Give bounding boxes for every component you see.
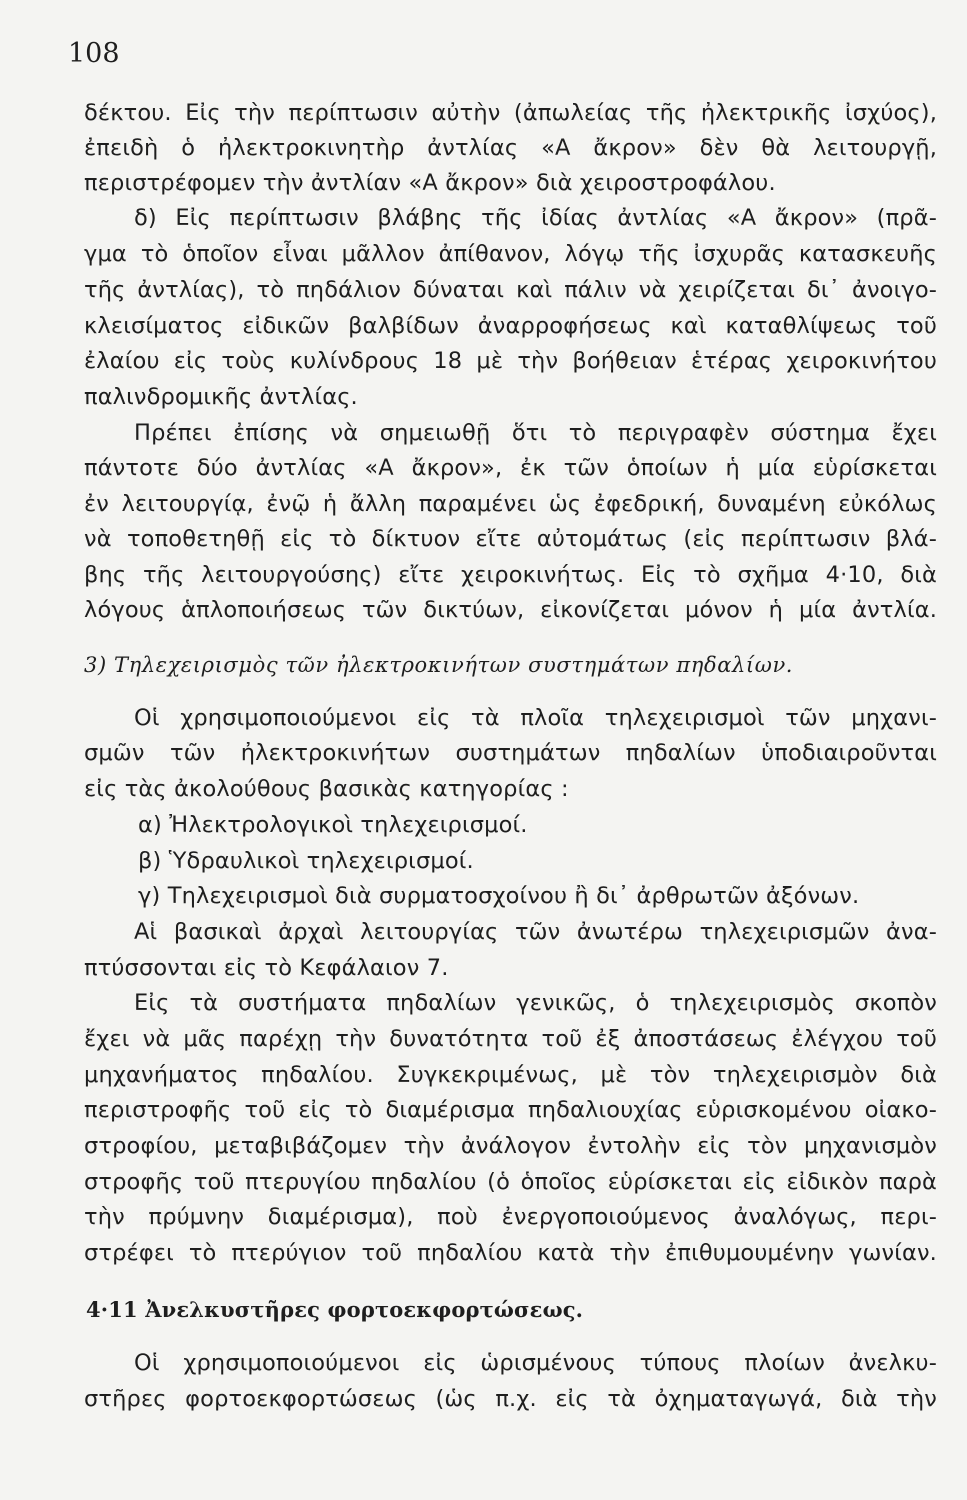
text-line: κλεισίματος εἰδικῶν βαλβίδων ἀναρροφήσεως καὶ καταθλίψεως τοῦ xyxy=(84,313,937,339)
text-line: εἰς τὰς ἀκολούθους βασικὰς κατηγορίας : xyxy=(84,776,569,802)
text-line: ἔχει νὰ μᾶς παρέχῃ τὴν δυνατότητα τοῦ ἐξ ἀποστάσεως ἐλέγχου τοῦ xyxy=(84,1026,937,1052)
text-line: νὰ τοποθετηθῇ εἰς τὸ δίκτυον εἴτε αὐτομάτως (εἰς περίπτωσιν βλά- xyxy=(84,526,937,552)
text-line: περιστρέφομεν τὴν ἀντλίαν «Α ἄκρον» διὰ χειροστροφάλου. xyxy=(84,170,776,196)
subsection-heading: 3) Τηλεχειρισμὸς τῶν ἠλεκτροκινήτων συστημάτων πηδαλίων. xyxy=(84,653,794,677)
list-item: γ) Τηλεχειρισμοὶ διὰ συρματοσχοίνου ἢ δι᾿ ἀρθρωτῶν ἀξόνων. xyxy=(138,883,860,909)
text-line: ἐλαίου εἰς τοὺς κυλίνδρους 18 μὲ τὴν βοήθειαν ἑτέρας χειροκινήτου xyxy=(84,348,937,374)
text-line: βης τῆς λειτουργούσης) εἴτε χειροκινήτως. Εἰς τὸ σχῆμα 4·10, διὰ xyxy=(84,562,937,588)
text-line: μηχανήματος πηδαλίου. Συγκεκριμένως, μὲ τὸν τηλεχειρισμὸν διὰ xyxy=(84,1062,937,1088)
text-line: πτύσσονται εἰς τὸ Κεφάλαιον 7. xyxy=(84,955,449,981)
text-line: στρέφει τὸ πτερύγιον τοῦ πηδαλίου κατὰ τὴν ἐπιθυμουμένην γωνίαν. xyxy=(84,1240,937,1266)
list-item: α) Ἠλεκτρολογικοὶ τηλεχειρισμοί. xyxy=(138,812,528,838)
text-line: Οἱ χρησιμοποιούμενοι εἰς τὰ πλοῖα τηλεχειρισμοὶ τῶν μηχανι- xyxy=(134,705,937,731)
text-line: τὴν πρύμνην διαμέρισμα), ποὺ ἐνεργοποιούμενος ἀναλόγως, περι- xyxy=(84,1204,937,1230)
text-line: περιστροφῆς τοῦ εἰς τὸ διαμέρισμα πηδαλιουχίας εὑρισκομένου οἰακο- xyxy=(84,1097,937,1123)
text-line: τῆς ἀντλίας), τὸ πηδάλιον δύναται καὶ πάλιν νὰ χειρίζεται δι᾿ ἀνοιγο- xyxy=(84,277,937,303)
text-line: δέκτου. Εἰς τὴν περίπτωσιν αὐτὴν (ἀπωλείας τῆς ἠλεκτρικῆς ἰσχύος), xyxy=(84,100,937,126)
text-line: Οἱ χρησιμοποιούμενοι εἰς ὡρισμένους τύπους πλοίων ἀνελκυ- xyxy=(134,1350,937,1376)
text-line: στροφῆς τοῦ πτερυγίου πηδαλίου (ὁ ὁποῖος εὑρίσκεται εἰς εἰδικὸν παρὰ xyxy=(84,1169,937,1195)
section-heading: 4·11 Ἀνελκυστῆρες φορτοεκφορτώσεως. xyxy=(86,1297,584,1322)
text-line: στῆρες φορτοεκφορτώσεως (ὡς π.χ. εἰς τὰ ὀχηματαγωγά, διὰ τὴν xyxy=(84,1386,937,1412)
text-line: στροφίου, μεταβιβάζομεν τὴν ἀνάλογον ἐντολὴν εἰς τὸν μηχανισμὸν xyxy=(84,1133,937,1159)
text-line: σμῶν τῶν ἠλεκτροκινήτων συστημάτων πηδαλίων ὑποδιαιροῦνται xyxy=(84,740,937,766)
text-line: λόγους ἁπλοποιήσεως τῶν δικτύων, εἰκονίζεται μόνον ἡ μία ἀντλία. xyxy=(84,597,937,623)
text-line: Εἰς τὰ συστήματα πηδαλίων γενικῶς, ὁ τηλεχειρισμὸς σκοπὸν xyxy=(134,990,937,1016)
text-line: ἐν λειτουργίᾳ, ἐνῷ ἡ ἄλλη παραμένει ὡς ἐφεδρική, δυναμένη εὐκόλως xyxy=(84,491,937,517)
text-line: ἐπειδὴ ὁ ἠλεκτροκινητὴρ ἀντλίας «Α ἄκρον» δὲν θὰ λειτουργῇ, xyxy=(84,135,937,161)
text-line: Αἱ βασικαὶ ἀρχαὶ λειτουργίας τῶν ἀνωτέρω τηλεχειρισμῶν ἀνα- xyxy=(134,919,937,945)
page-number: 108 xyxy=(68,38,120,69)
text-line: γμα τὸ ὁποῖον εἶναι μᾶλλον ἀπίθανον, λόγῳ τῆς ἰσχυρᾶς κατασκευῆς xyxy=(84,241,937,267)
text-line: Πρέπει ἐπίσης νὰ σημειωθῇ ὅτι τὸ περιγραφὲν σύστημα ἔχει xyxy=(134,420,937,446)
list-item: β) Ὑδραυλικοὶ τηλεχειρισμοί. xyxy=(138,848,474,874)
text-line: παλινδρομικῆς ἀντλίας. xyxy=(84,384,358,410)
text-line: δ) Εἰς περίπτωσιν βλάβης τῆς ἰδίας ἀντλίας «Α ἄκρον» (πρᾶ- xyxy=(134,205,937,231)
text-line: πάντοτε δύο ἀντλίας «Α ἄκρον», ἐκ τῶν ὁποίων ἡ μία εὑρίσκεται xyxy=(84,455,937,481)
